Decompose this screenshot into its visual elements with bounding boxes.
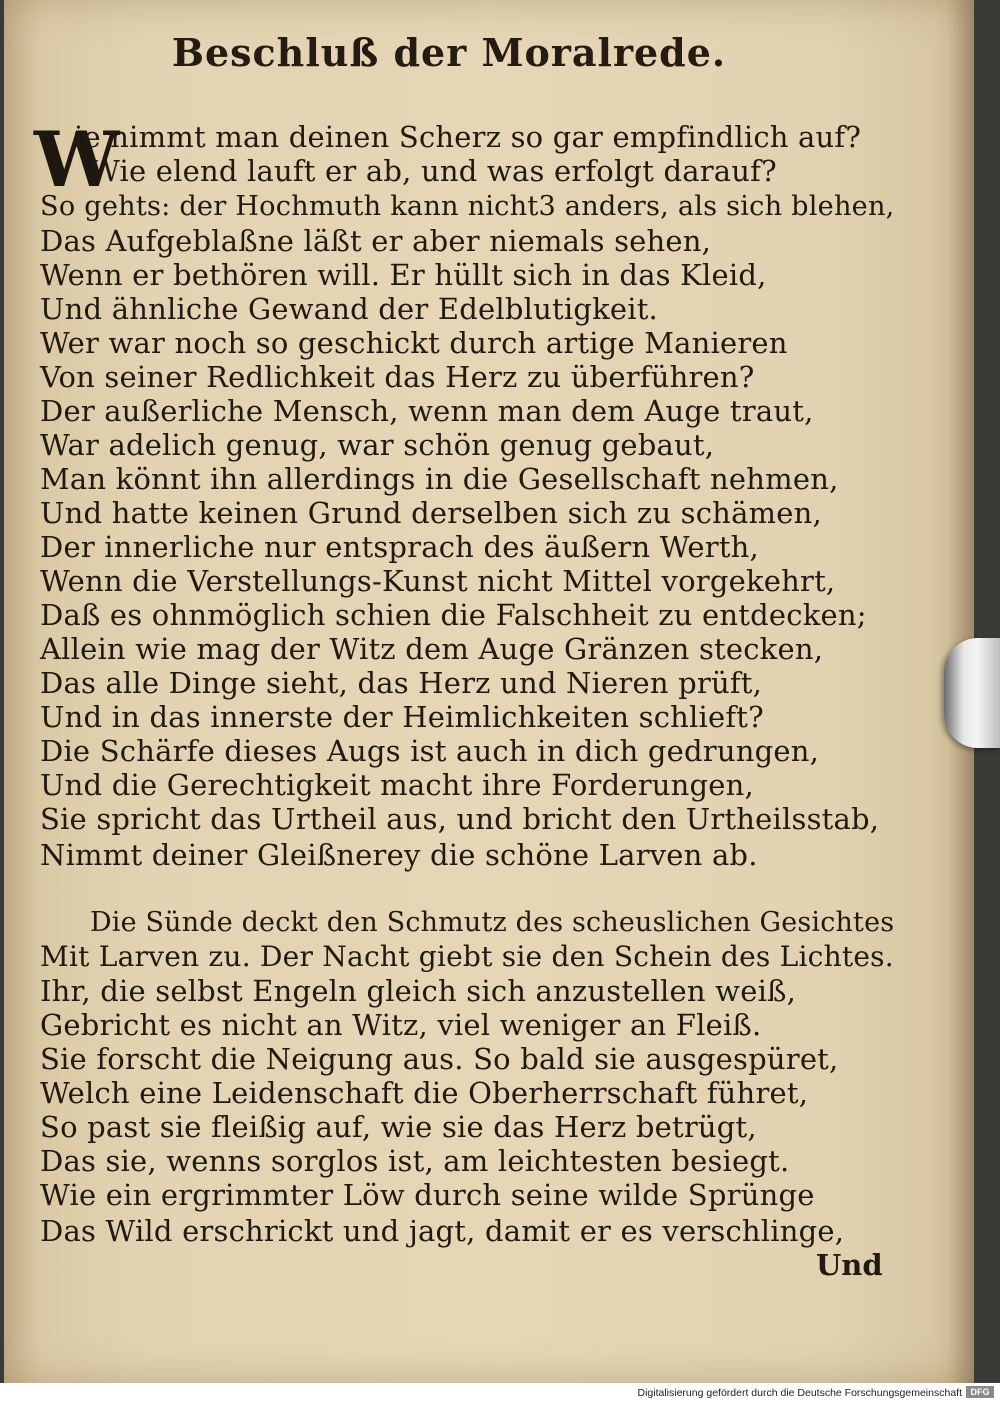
book-page xyxy=(4,0,974,1383)
page-clip-tab xyxy=(944,638,1000,748)
poem-line: Man könnt ihn allerdings in die Gesellschaft nehmen, xyxy=(40,462,839,496)
poem-line: Sie forscht die Neigung aus. So bald sie ausgespüret, xyxy=(40,1042,839,1076)
poem-line: Daß es ohnmöglich schien die Falschheit zu entdecken; xyxy=(40,598,867,632)
poem-line: Wie ein ergrimmter Löw durch seine wilde Sprünge xyxy=(40,1178,815,1212)
poem-line: Und in das innerste der Heimlichkeiten schlieft? xyxy=(40,700,764,734)
poem-line: So gehts: der Hochmuth kann nicht3 anders, als sich blehen, xyxy=(40,191,895,222)
poem-line: Allein wie mag der Witz dem Auge Gränzen stecken, xyxy=(40,632,824,666)
poem-line: Und ähnliche Gewand der Edelblutigkeit. xyxy=(40,292,658,326)
poem-line: Welch eine Leidenschaft die Oberherrschaft führet, xyxy=(40,1076,809,1110)
poem-line: Mit Larven zu. Der Nacht giebt sie den Schein des Lichtes. xyxy=(40,940,894,973)
poem-line: Das Aufgeblaßne läßt er aber niemals sehen, xyxy=(40,224,712,258)
poem-line: Sie spricht das Urtheil aus, und bricht den Urtheilsstab, xyxy=(40,802,880,836)
dfg-logo: DFG xyxy=(966,1386,994,1398)
poem-line: Der außerliche Mensch, wenn man dem Auge traut, xyxy=(40,394,814,428)
poem-line: Nimmt deiner Gleißnerey die schöne Larven ab. xyxy=(40,838,758,872)
poem-line: Wie elend lauft er ab, und was erfolgt darauf? xyxy=(90,154,777,188)
poem-line: Wenn die Verstellungs-Kunst nicht Mittel vorgekehrt, xyxy=(40,564,836,598)
poem-line: War adelich genug, war schön genug gebaut, xyxy=(40,428,715,462)
poem-line: Und hatte keinen Grund derselben sich zu schämen, xyxy=(40,496,822,530)
poem-line: ie nimmt man deinen Scherz so gar empfindlich auf? xyxy=(74,120,862,154)
drop-cap: W xyxy=(34,115,120,204)
poem-line: Von seiner Redlichkeit das Herz zu überführen? xyxy=(40,360,755,394)
poem-line: Wenn er bethören will. Er hüllt sich in das Kleid, xyxy=(40,258,767,292)
poem-line: Die Schärfe dieses Augs ist auch in dich gedrungen, xyxy=(40,734,819,768)
poem-line: Der innerliche nur entsprach des äußern Werth, xyxy=(40,530,759,564)
poem-line: Das sie, wenns sorglos ist, am leichtesten besiegt. xyxy=(40,1144,790,1178)
poem-line: Gebricht es nicht an Witz, viel weniger an Fleiß. xyxy=(40,1008,762,1042)
poem-line: Und die Gerechtigkeit macht ihre Forderungen, xyxy=(40,768,754,802)
catchword: Und xyxy=(816,1248,883,1282)
page-title: Beschluß der Moralrede. xyxy=(171,30,727,75)
poem-line: Die Sünde deckt den Schmutz des scheuslichen Gesichtes xyxy=(90,907,895,938)
poem-line: Das alle Dinge sieht, das Herz und Nieren prüft, xyxy=(40,666,763,700)
poem-line: So past sie fleißig auf, wie sie das Herz betrügt, xyxy=(40,1110,757,1144)
poem-line: Wer war noch so geschickt durch artige Manieren xyxy=(40,326,788,360)
poem-line: Ihr, die selbst Engeln gleich sich anzustellen weiß, xyxy=(40,974,797,1008)
poem-line: Das Wild erschrickt und jagt, damit er es verschlinge, xyxy=(40,1214,845,1248)
footer-credit: Digitalisierung gefördert durch die Deutsche Forschungsgemeinschaft xyxy=(637,1387,962,1399)
